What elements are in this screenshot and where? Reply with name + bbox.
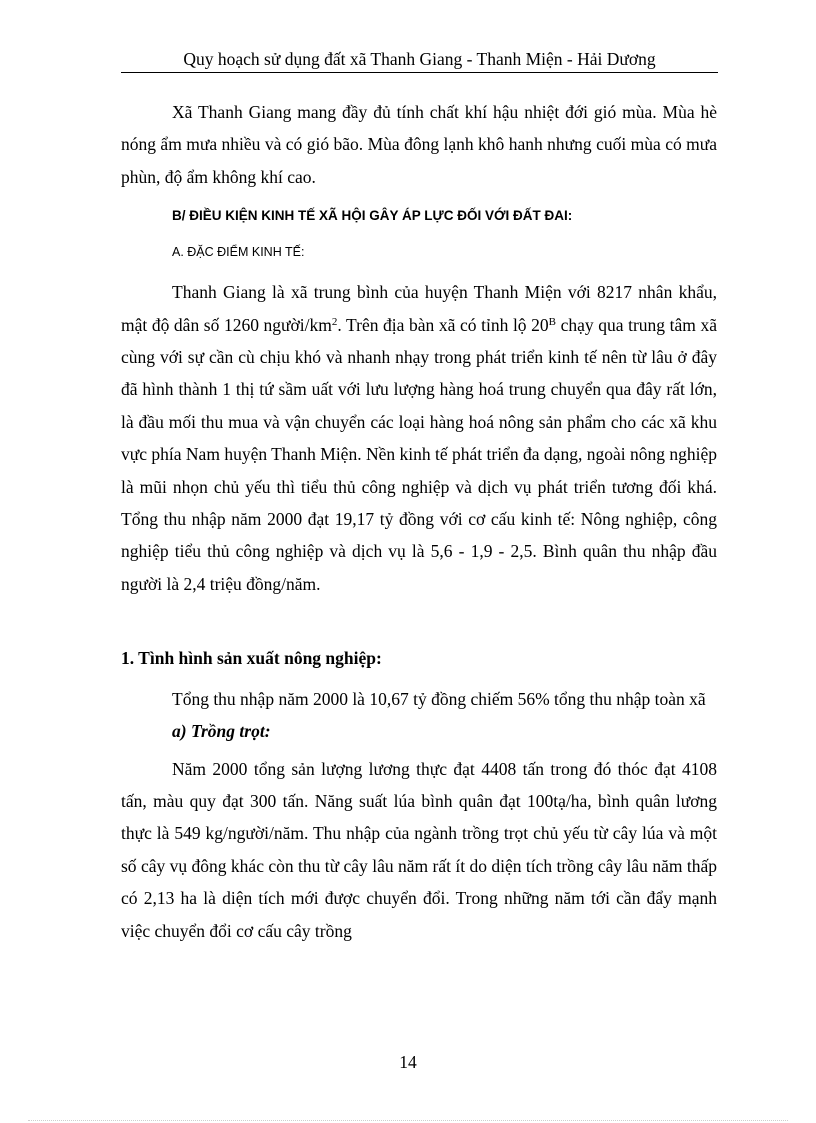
subsection-cultivation-title: a) Trồng trọt: — [172, 721, 271, 742]
paragraph-agriculture-income: Tổng thu nhập năm 2000 là 10,67 tỷ đồng chiếm 56% tổng thu nhập toàn xã — [172, 688, 706, 709]
page-bottom-divider — [28, 1120, 788, 1121]
section-spacer — [121, 600, 717, 642]
page-header-title: Quy hoạch sử dụng đất xã Thanh Giang - Thanh Miện - Hải Dương — [183, 49, 656, 69]
section-agriculture-title: 1. Tình hình sản xuất nông nghiệp: — [121, 648, 382, 669]
document-body — [121, 96, 717, 947]
paragraph-economy — [121, 276, 717, 600]
paragraph-economy-part2: . Trên địa bàn xã có tỉnh lộ 20 — [337, 314, 549, 335]
heading-economic-characteristics: A. ĐẶC ĐIỂM KINH TẾ: — [172, 245, 305, 260]
superscript-road-b: B — [548, 315, 557, 328]
paragraph-economy-part1: Thanh Giang là xã trung bình của huyện Thanh Miện với 8217 nhân khẩu, mật độ dân số 1260 người/km — [121, 282, 717, 335]
paragraph-cultivation: Năm 2000 tổng sản lượng lương thực đạt 4408 tấn trong đó thóc đạt 4108 tấn, màu quy đạt 300 tấn. Năng suất lúa bình quân đạt 100tạ/ha, bình quân lương thực là 549 kg/người/năm. Thu nhập của ngành trồng trọt chủ yếu từ cây lúa và một số cây vụ đông khác còn thu từ cây lâu năm rất ít do diện tích trồng cây lâu năm thấp có 2,13 ha là diện tích mới được chuyển đổi. Trong những năm tới cần đẩy mạnh việc chuyển đổi cơ cấu cây trồng — [121, 758, 717, 941]
paragraph-economy-part3: chạy qua trung tâm xã cùng với sự cần cù chịu khó và nhanh nhạy trong phát triển kinh tế nên từ lâu ở đây đã hình thành 1 thị tứ sầm uất với lưu lượng hàng hoá trung chuyển qua đây rất lớn, là đầu mối thu mua và vận chuyển các loại hàng hoá nông sản phẩm cho các xã khu vực phía Nam huyện Thanh Miện. Nền kinh tế phát triển đa dạng, ngoài nông nghiệp là mũi nhọn chủ yếu thì tiểu thủ công nghiệp và dịch vụ phát triển tương đối khá. Tổng thu nhập năm 2000 đạt 19,17 tỷ đồng với cơ cấu kinh tế: Nông nghiệp, công nghiệp tiểu thủ công nghiệp và dịch vụ là 5,6 - 1,9 - 2,5. Bình quân thu nhập đầu người là 2,4 triệu đồng/năm. — [121, 314, 717, 594]
paragraph-climate: Xã Thanh Giang mang đầy đủ tính chất khí hậu nhiệt đới gió mùa. Mùa hè nóng ẩm mưa nhiều và có gió bão. Mùa đông lạnh khô hanh nhưng cuối mùa có mưa phùn, độ ẩm không khí cao. — [121, 102, 717, 187]
heading-socioeconomic-conditions: B/ ĐIỀU KIỆN KINH TẾ XÃ HỘI GÂY ÁP LỰC ĐỐI VỚI ĐẤT ĐAI: — [172, 208, 573, 224]
header-divider — [121, 72, 718, 73]
page-number: 14 — [399, 1052, 417, 1072]
superscript-km2: 2 — [331, 315, 338, 328]
